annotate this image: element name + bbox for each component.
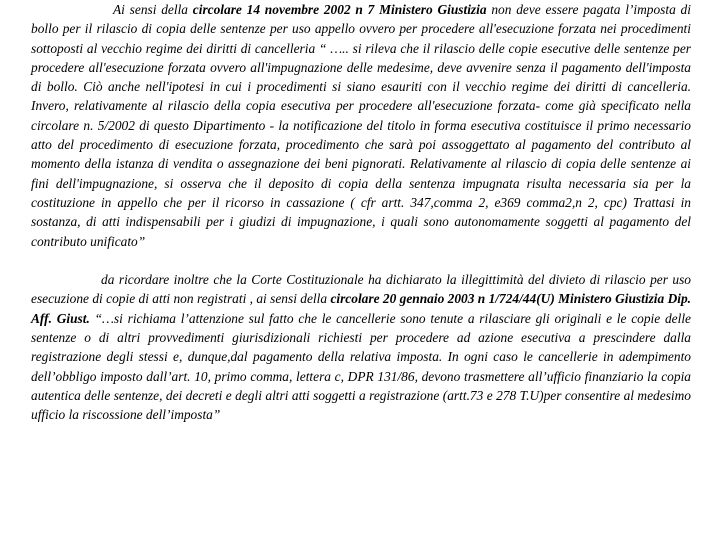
paragraph2-body: “…si richiama l’attenzione sul fatto che le cancellerie sono tenute a rilasciare gli originali e le copie delle sentenze o di altri provvedimenti giurisdizionali richiesti per procedere ad azione esecutiva a prescindere dalla registrazione degli stessi e, dunque,dal pagamento della relativa imposta. In ogni caso le cancellerie in adempimento dell’obbligo imposto dall’art. 10, primo comma, lettera c, DPR 131/86, devono trasmettere all’ufficio finanziario la copia autentica delle sentenze, dei decreti e degli altri atti soggetti a registrazione (artt.73 e 278 T.U)per consentire al medesimo ufficio la riscossione dell’imposta”: [31, 310, 691, 423]
document-page: [31, 0, 691, 425]
paragraph2-lead: da ricordare inoltre che la Corte Costituzionale ha dichiarato la illegittimità del divieto di rilascio per uso esecuzione di copie di atti non registrati , ai sensi della: [31, 272, 691, 307]
paragraph-registration-exemption: [31, 270, 691, 424]
circular-reference-2: circolare 20 gennaio 2003 n 1/724/44(U) Ministero Giustizia Dip. Aff. Giust.: [31, 291, 691, 326]
circular-reference-1: circolare 14 novembre 2002 n 7 Ministero Giustizia: [192, 2, 487, 17]
paragraph1-body: non deve essere pagata l’imposta di bollo per il rilascio di copia delle sentenze per uso appello ovvero per procedere all'esecuzione forzata nei procedimenti sottoposti al vecchio regime dei diritti di cancelleria “ ….. si rileva che il rilascio delle copie esecutive delle sentenze per procedere all'esecuzione forzata ovvero all'impugnazione delle medesime, deve avvenire senza il pagamento dell'imposta di bollo. Ciò anche nell'ipotesi in cui i procedimenti si siano esauriti con il vecchio regime dei diritti di cancelleria. Invero, relativamente al rilascio della copia esecutiva per procedere all'esecuzione forzata- come già specificato nella circolare n. 5/2002 di questo Dipartimento - la notificazione del titolo in forma esecutiva costituisce il primo necessario atto del procedimento di esecuzione forzata, procedimento che sarà poi assoggettato al pagamento del contributo al momento della istanza di vendita o assegnazione dei beni pignorati. Relativamente al rilascio di copia delle sentenze ai fini dell'impugnazione, si osserva che il deposito di copia della sentenza impugnata risulta necessaria sia per la costituzione in appello che per il ricorso in cassazione ( cfr artt. 347,comma 2, e369 comma2,n 2, cpc) Trattasi in sostanza, di atti indispensabili per i giudizi di impugnazione, i quali sono autonomamente soggetti al pagamento del contributo unificato”: [31, 2, 691, 249]
paragraph-bollo-exemption: [31, 0, 691, 251]
paragraph1-lead: Ai sensi della: [113, 2, 188, 17]
